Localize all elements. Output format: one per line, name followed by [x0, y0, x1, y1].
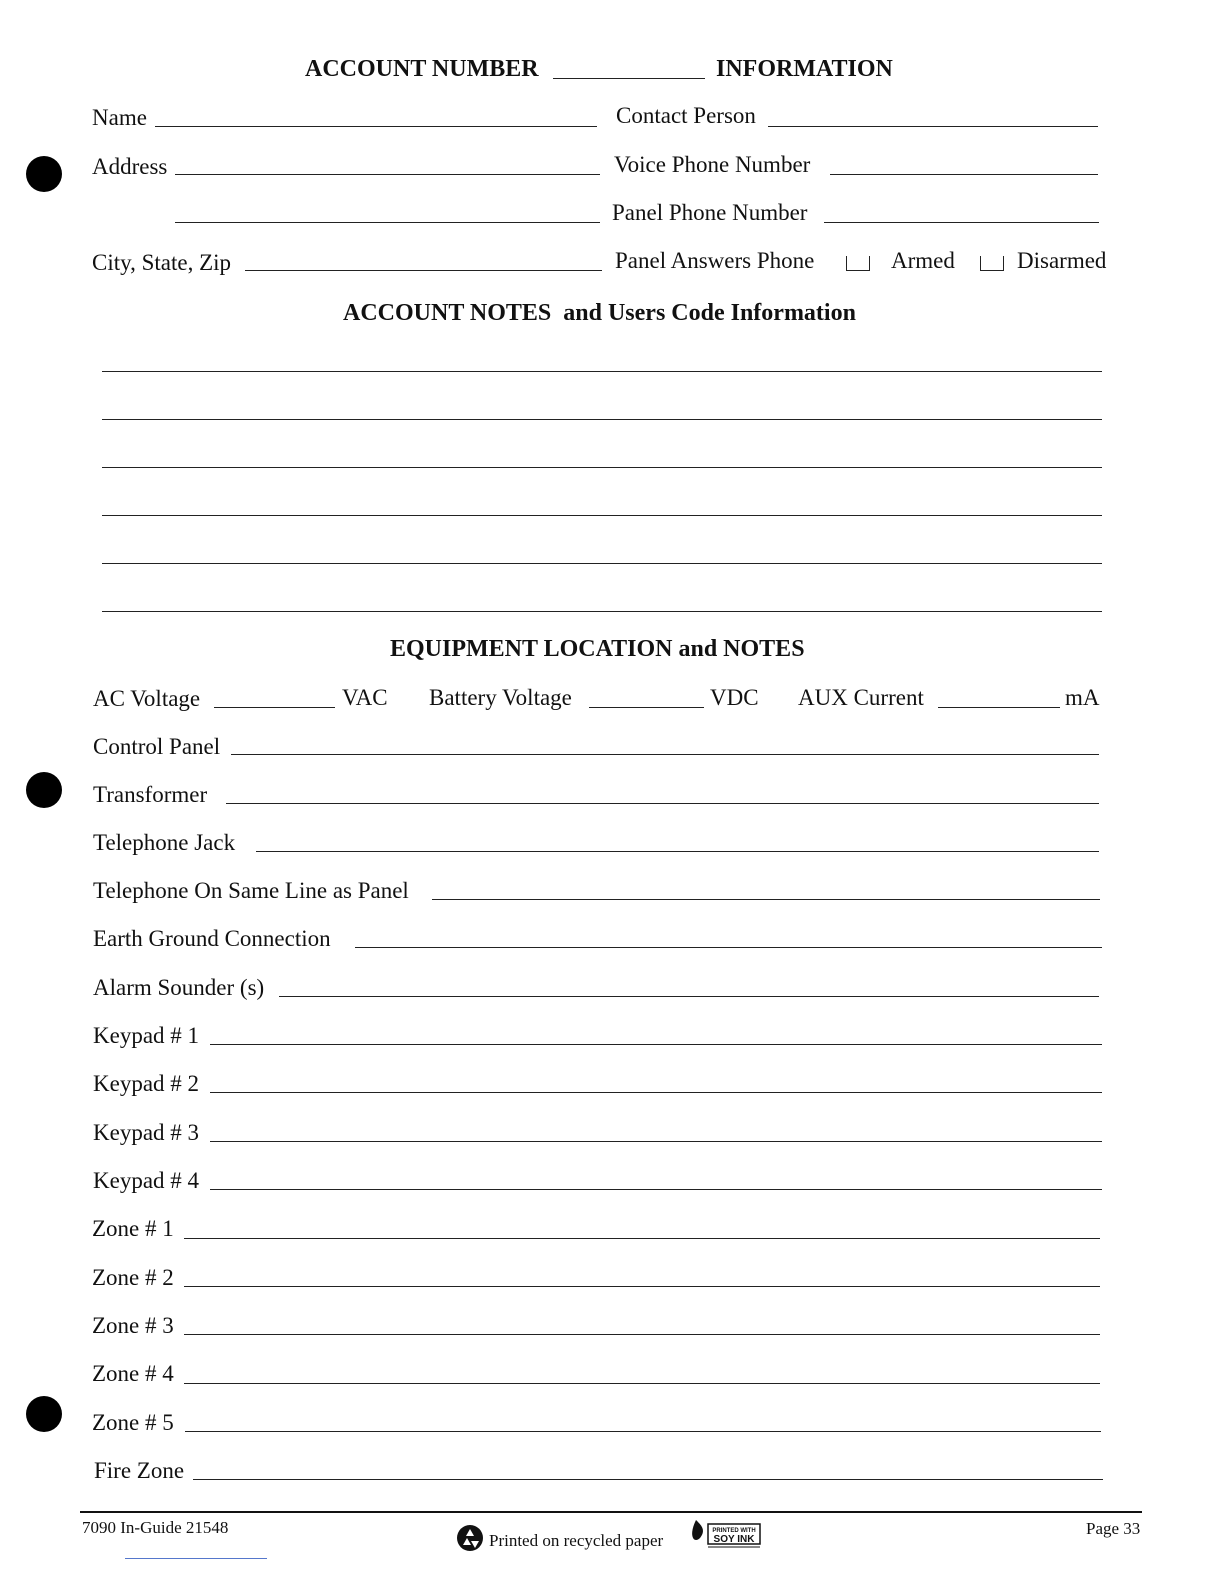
equipment-row-label: Keypad # 4 — [93, 1168, 200, 1193]
equipment-row-field[interactable] — [210, 1189, 1102, 1190]
information-label: INFORMATION — [716, 56, 893, 82]
disarmed-checkbox[interactable] — [980, 251, 1004, 274]
equipment-row-field[interactable] — [184, 1334, 1100, 1335]
armed-checkbox[interactable] — [846, 251, 870, 274]
equipment-row-field[interactable] — [279, 996, 1099, 997]
equipment-row-field[interactable] — [231, 754, 1099, 755]
battery-voltage-field[interactable] — [589, 707, 704, 708]
equipment-row-label: Zone # 4 — [92, 1361, 174, 1386]
equipment-title: EQUIPMENT LOCATION and NOTES — [390, 636, 805, 662]
punch-hole-top — [26, 156, 62, 192]
equipment-row-label: Zone # 5 — [92, 1410, 174, 1435]
equipment-row-label: Earth Ground Connection — [93, 926, 331, 951]
punch-hole-bottom — [26, 1396, 62, 1432]
notes-line[interactable] — [102, 563, 1102, 564]
equipment-row-field[interactable] — [184, 1238, 1100, 1239]
equipment-row-field[interactable] — [210, 1044, 1102, 1045]
page-number: Page 33 — [1086, 1519, 1141, 1538]
footer-doc-id: 7090 In-Guide 21548 — [82, 1518, 229, 1537]
voice-phone-field[interactable] — [830, 174, 1098, 175]
aux-current-field[interactable] — [938, 707, 1060, 708]
aux-current-label: AUX Current — [798, 685, 924, 710]
vac-unit: VAC — [342, 685, 388, 710]
notes-line[interactable] — [102, 467, 1102, 468]
contact-person-field[interactable] — [768, 126, 1098, 127]
recycle-icon — [456, 1524, 484, 1552]
equipment-row-label: Zone # 3 — [92, 1313, 174, 1338]
equipment-row-field[interactable] — [226, 803, 1099, 804]
equipment-row-field[interactable] — [355, 947, 1102, 948]
equipment-row-label: Keypad # 1 — [93, 1023, 200, 1048]
soy-ink-top-text: PRINTED WITH — [712, 1528, 756, 1534]
equipment-row-field[interactable] — [432, 899, 1100, 900]
equipment-row-label: Fire Zone — [94, 1458, 185, 1483]
ma-unit: mA — [1065, 685, 1100, 710]
equipment-row-label: Zone # 2 — [92, 1265, 174, 1290]
equipment-row-label: Telephone Jack — [93, 830, 236, 855]
city-state-zip-label: City, State, Zip — [92, 250, 232, 275]
soy-ink-bottom-text: SOY INK — [713, 1534, 755, 1545]
ac-voltage-field[interactable] — [214, 707, 335, 708]
punch-hole-middle — [26, 772, 62, 808]
account-number-field[interactable] — [553, 78, 705, 79]
notes-line[interactable] — [102, 611, 1102, 612]
equipment-row-field[interactable] — [184, 1286, 1100, 1287]
notes-line[interactable] — [102, 419, 1102, 420]
vdc-unit: VDC — [710, 685, 759, 710]
address-label: Address — [92, 154, 168, 179]
notes-line[interactable] — [102, 371, 1102, 372]
ac-voltage-label: AC Voltage — [93, 686, 201, 711]
equipment-row-field[interactable] — [185, 1431, 1101, 1432]
battery-voltage-label: Battery Voltage — [429, 685, 572, 710]
disarmed-label: Disarmed — [1017, 248, 1107, 273]
name-label: Name — [92, 105, 147, 130]
equipment-row-label: Alarm Sounder (s) — [93, 975, 265, 1000]
armed-label: Armed — [891, 248, 955, 273]
equipment-row-field[interactable] — [256, 851, 1099, 852]
name-field[interactable] — [155, 126, 597, 127]
voice-phone-label: Voice Phone Number — [614, 152, 811, 177]
equipment-row-label: Keypad # 2 — [93, 1071, 200, 1096]
equipment-row-field[interactable] — [193, 1479, 1103, 1480]
soy-ink-logo — [688, 1516, 764, 1550]
equipment-row-label: Control Panel — [93, 734, 221, 759]
account-notes-title: ACCOUNT NOTES and Users Code Information — [343, 300, 856, 326]
equipment-row-label: Telephone On Same Line as Panel — [93, 878, 409, 903]
panel-phone-field[interactable] — [824, 222, 1099, 223]
equipment-row-label: Zone # 1 — [92, 1216, 174, 1241]
panel-answers-label: Panel Answers Phone — [615, 248, 815, 273]
notes-line[interactable] — [102, 515, 1102, 516]
panel-phone-label: Panel Phone Number — [612, 200, 808, 225]
address-field-line-1[interactable] — [175, 174, 600, 175]
address-field-line-2[interactable] — [175, 222, 600, 223]
equipment-row-field[interactable] — [210, 1092, 1102, 1093]
equipment-row-label: Keypad # 3 — [93, 1120, 200, 1145]
city-state-zip-field[interactable] — [245, 270, 602, 271]
contact-person-label: Contact Person — [616, 103, 756, 128]
recycled-paper-text: Printed on recycled paper — [489, 1531, 664, 1550]
equipment-row-field[interactable] — [210, 1141, 1102, 1142]
footer-underline — [125, 1558, 267, 1559]
account-number-label: ACCOUNT NUMBER — [305, 56, 539, 82]
footer-rule — [80, 1511, 1142, 1513]
equipment-row-label: Transformer — [93, 782, 208, 807]
equipment-row-field[interactable] — [184, 1383, 1100, 1384]
